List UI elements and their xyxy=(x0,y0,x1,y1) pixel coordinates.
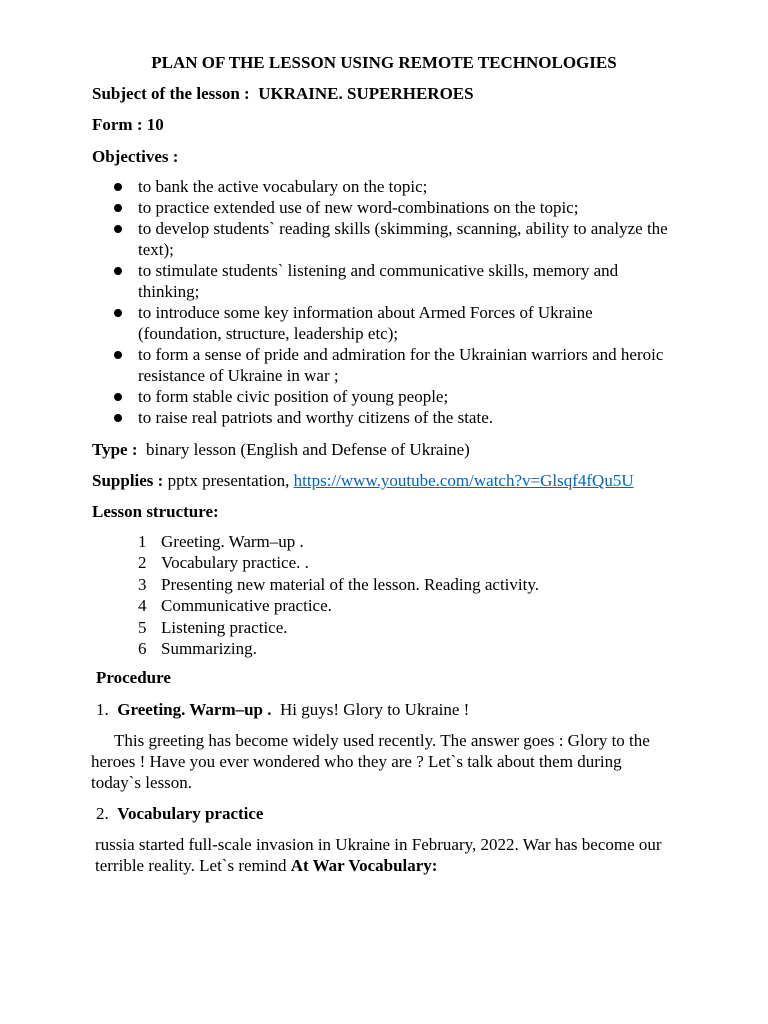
bullet-dot xyxy=(114,309,122,317)
bullet-dot xyxy=(114,351,122,359)
paragraph-1-line-3: today`s lesson. xyxy=(91,773,193,792)
structure-item-number: 3 xyxy=(138,575,147,594)
section-2-title: Vocabulary practice xyxy=(117,804,264,823)
objective-item-line: to bank the active vocabulary on the topic; xyxy=(138,177,428,196)
bullet-dot xyxy=(114,204,122,212)
type-label: Type : xyxy=(92,440,138,459)
structure-item-text: Presenting new material of the lesson. Reading activity. xyxy=(161,575,539,594)
objective-item-line: resistance of Ukraine in war ; xyxy=(138,366,339,385)
procedure-label: Procedure xyxy=(96,668,171,687)
subject-value: UKRAINE. SUPERHEROES xyxy=(258,84,474,103)
objective-item-line: text); xyxy=(138,240,174,259)
objective-item-line: (foundation, structure, leadership etc); xyxy=(138,324,399,343)
objective-item-line: to introduce some key information about Armed Forces of Ukraine xyxy=(138,303,593,322)
supplies-value: pptx presentation, xyxy=(167,471,290,490)
paragraph-1-line-1: This greeting has become widely used recently. The answer goes : Glory to the xyxy=(114,731,650,750)
section-2-number: 2. xyxy=(96,804,109,823)
section-1-heading xyxy=(96,699,469,720)
structure-item-text: Communicative practice. xyxy=(161,596,332,615)
subject-line xyxy=(92,83,474,104)
structure-item-number: 1 xyxy=(138,532,147,551)
paragraph-2-bold: At War Vocabulary: xyxy=(290,856,438,875)
paragraph-1-line-2: heroes ! Have you ever wondered who they are ? Let`s talk about them during xyxy=(91,752,622,771)
paragraph-2-line-2 xyxy=(95,855,437,876)
objective-item-line: to practice extended use of new word-combinations on the topic; xyxy=(138,198,579,217)
page-title: PLAN OF THE LESSON USING REMOTE TECHNOLOGIES xyxy=(151,53,617,72)
bullet-dot xyxy=(114,414,122,422)
youtube-link[interactable]: https://www.youtube.com/watch?v=Glsqf4fQu5U xyxy=(293,471,634,490)
form-line xyxy=(92,114,164,135)
type-value: binary lesson (English and Defense of Ukraine) xyxy=(146,440,470,459)
structure-item-number: 5 xyxy=(138,618,147,637)
objectives-label: Objectives : xyxy=(92,147,179,166)
type-line xyxy=(92,439,470,460)
structure-item-number: 4 xyxy=(138,596,147,615)
supplies-label: Supplies : xyxy=(92,471,164,490)
objective-item-line: to form stable civic position of young people; xyxy=(138,387,449,406)
objective-item-line: to form a sense of pride and admiration for the Ukrainian warriors and heroic xyxy=(138,345,664,364)
form-label: Form : xyxy=(92,115,143,134)
structure-item-number: 6 xyxy=(138,639,147,658)
objective-item-line: thinking; xyxy=(138,282,200,301)
structure-item-text: Vocabulary practice. . xyxy=(161,553,309,572)
objective-item-line: to stimulate students` listening and communicative skills, memory and xyxy=(138,261,619,280)
structure-item-text: Listening practice. xyxy=(161,618,288,637)
bullet-dot xyxy=(114,225,122,233)
bullet-dot xyxy=(114,267,122,275)
bullet-dot xyxy=(114,183,122,191)
supplies-line xyxy=(92,470,634,491)
section-1-text: Hi guys! Glory to Ukraine ! xyxy=(280,700,470,719)
section-1-title: Greeting. Warm–up . xyxy=(117,700,272,719)
section-1-number: 1. xyxy=(96,700,109,719)
structure-item-text: Greeting. Warm–up . xyxy=(161,532,304,551)
section-2-heading xyxy=(96,803,263,824)
structure-label: Lesson structure: xyxy=(92,502,219,521)
objective-item-line: to raise real patriots and worthy citizens of the state. xyxy=(138,408,493,427)
paragraph-2-line-1: russia started full-scale invasion in Ukraine in February, 2022. War has become our xyxy=(95,835,662,854)
form-value: 10 xyxy=(146,115,164,134)
structure-item-text: Summarizing. xyxy=(161,639,257,658)
paragraph-2-text: terrible reality. Let`s remind xyxy=(95,856,287,875)
objective-item-line: to develop students` reading skills (skimming, scanning, ability to analyze the xyxy=(138,219,668,238)
subject-label: Subject of the lesson : xyxy=(92,84,250,103)
structure-item-number: 2 xyxy=(138,553,147,572)
bullet-dot xyxy=(114,393,122,401)
